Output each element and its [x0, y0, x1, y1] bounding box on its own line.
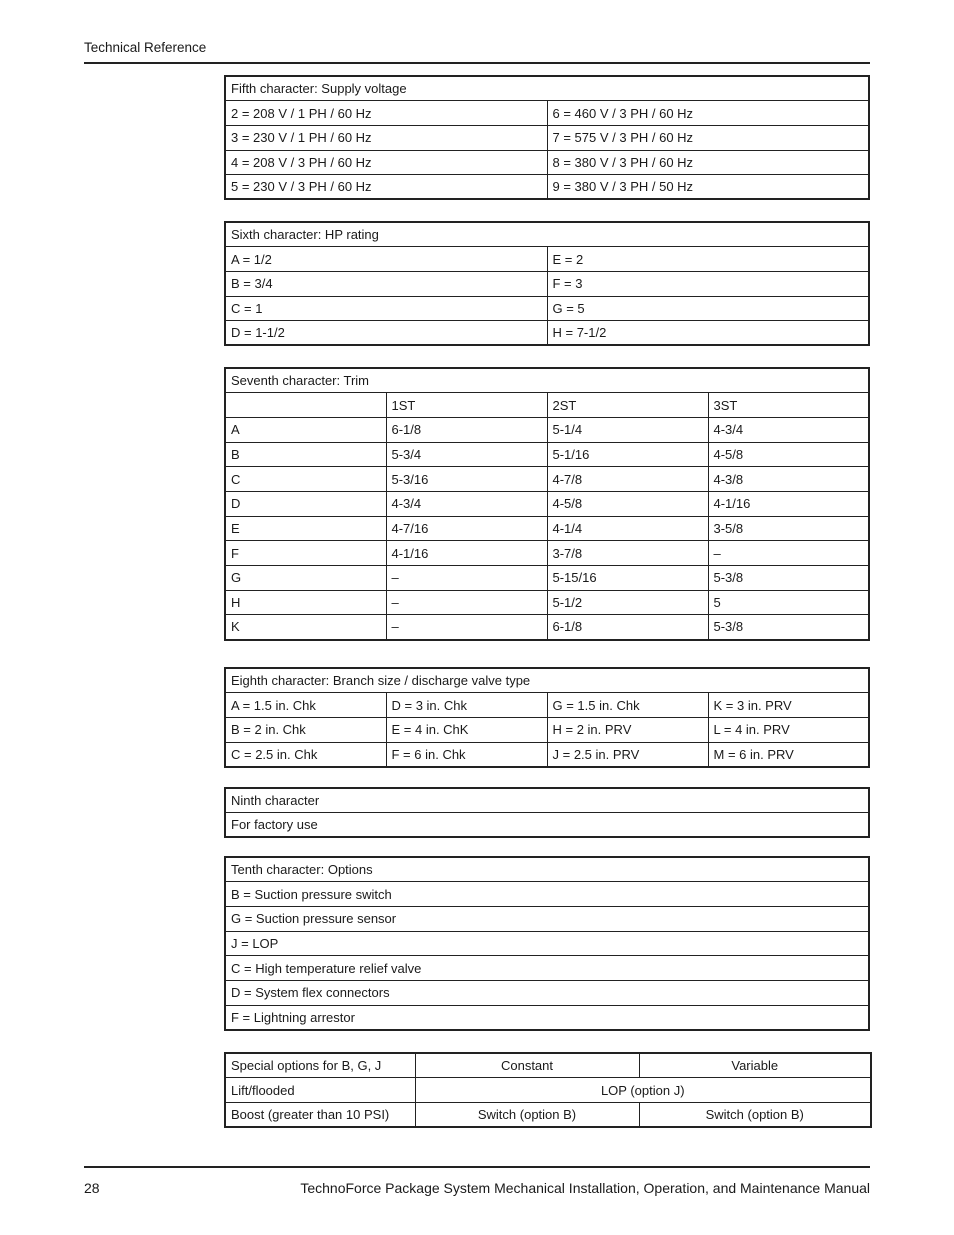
- table-cell: L = 4 in. PRV: [708, 717, 869, 742]
- column-header: 2ST: [547, 393, 708, 418]
- table-cell: K = 3 in. PRV: [708, 693, 869, 718]
- footer-manual-title: TechnoForce Package System Mechanical Installation, Operation, and Maintenance Manual: [300, 1180, 870, 1196]
- table-cell: F = 3: [547, 271, 869, 296]
- table-title: Tenth character: Options: [225, 857, 869, 882]
- table-cell: 3-5/8: [708, 516, 869, 541]
- table-title: Special options for B, G, J: [225, 1053, 415, 1078]
- table-row: [225, 882, 869, 907]
- table-row: [225, 247, 869, 272]
- column-header: 3ST: [708, 393, 869, 418]
- table-cell: Boost (greater than 10 PSI): [225, 1102, 415, 1127]
- table-cell: For factory use: [225, 813, 869, 838]
- table-cell: 4-5/8: [547, 491, 708, 516]
- table-cell: G = 5: [547, 296, 869, 321]
- table-row: [225, 1005, 869, 1030]
- table-row: [225, 175, 869, 200]
- table-cell: 4-1/16: [708, 491, 869, 516]
- table-cell: 5-1/2: [547, 590, 708, 615]
- table-cell: K: [225, 615, 386, 640]
- table-cell: 4-7/8: [547, 467, 708, 492]
- table-cell: D = System flex connectors: [225, 980, 869, 1005]
- page-number: 28: [84, 1180, 100, 1196]
- table-cell: –: [386, 590, 547, 615]
- table-cell: A = 1.5 in. Chk: [225, 693, 386, 718]
- table-row: [225, 417, 869, 442]
- table-cell: 4 = 208 V / 3 PH / 60 Hz: [225, 150, 547, 175]
- sixth-character-table: [224, 221, 870, 346]
- table-cell: 4-3/8: [708, 467, 869, 492]
- table-row: [225, 467, 869, 492]
- table-cell: –: [708, 541, 869, 566]
- table-cell: H = 2 in. PRV: [547, 717, 708, 742]
- special-options-table: [224, 1052, 872, 1128]
- table-cell: H: [225, 590, 386, 615]
- table-cell: H = 7-1/2: [547, 321, 869, 346]
- table-cell: J = 2.5 in. PRV: [547, 742, 708, 767]
- table-cell: F = 6 in. Chk: [386, 742, 547, 767]
- tenth-character-table: [224, 856, 870, 1031]
- table-cell: 6 = 460 V / 3 PH / 60 Hz: [547, 101, 869, 126]
- table-cell: B = Suction pressure switch: [225, 882, 869, 907]
- table-row: [225, 1102, 871, 1127]
- table-cell: 5-3/4: [386, 442, 547, 467]
- table-cell: 3-7/8: [547, 541, 708, 566]
- table-cell: Switch (option B): [415, 1102, 639, 1127]
- table-cell: B = 3/4: [225, 271, 547, 296]
- table-cell: 5-3/8: [708, 615, 869, 640]
- table-cell: 4-3/4: [386, 491, 547, 516]
- table-cell: E: [225, 516, 386, 541]
- table-cell: J = LOP: [225, 931, 869, 956]
- table-cell: F: [225, 541, 386, 566]
- table-row: [225, 813, 869, 838]
- eighth-character-table: [224, 667, 870, 768]
- table-cell: –: [386, 615, 547, 640]
- table-row: [225, 125, 869, 150]
- table-cell: 6-1/8: [386, 417, 547, 442]
- table-title: Seventh character: Trim: [225, 368, 869, 393]
- table-row: [225, 442, 869, 467]
- table-cell: D: [225, 491, 386, 516]
- table-cell: G: [225, 566, 386, 591]
- column-header-constant: Constant: [415, 1053, 639, 1078]
- running-header: Technical Reference: [84, 40, 207, 55]
- table-cell: C: [225, 467, 386, 492]
- table-row: [225, 541, 869, 566]
- table-cell: 4-1/16: [386, 541, 547, 566]
- table-title: Sixth character: HP rating: [225, 222, 869, 247]
- table-cell: F = Lightning arrestor: [225, 1005, 869, 1030]
- table-cell: M = 6 in. PRV: [708, 742, 869, 767]
- table-cell: 5-3/16: [386, 467, 547, 492]
- table-row: [225, 590, 869, 615]
- table-cell: B: [225, 442, 386, 467]
- column-header: [225, 393, 386, 418]
- table-row: [225, 321, 869, 346]
- table-cell: Switch (option B): [639, 1102, 871, 1127]
- table-row: [225, 101, 869, 126]
- table-cell: A = 1/2: [225, 247, 547, 272]
- table-row: [225, 1078, 871, 1103]
- table-row: [225, 717, 869, 742]
- table-cell: A: [225, 417, 386, 442]
- footer-rule: [84, 1166, 870, 1168]
- table-cell: 6-1/8: [547, 615, 708, 640]
- table-cell: –: [386, 566, 547, 591]
- column-header: 1ST: [386, 393, 547, 418]
- table-cell: 4-5/8: [708, 442, 869, 467]
- table-cell: D = 1-1/2: [225, 321, 547, 346]
- table-cell: 5-15/16: [547, 566, 708, 591]
- table-cell: 5: [708, 590, 869, 615]
- table-cell: 9 = 380 V / 3 PH / 50 Hz: [547, 175, 869, 200]
- table-cell: 4-7/16: [386, 516, 547, 541]
- table-cell: 5-3/8: [708, 566, 869, 591]
- table-row: [225, 296, 869, 321]
- table-row: [225, 742, 869, 767]
- table-cell: C = 2.5 in. Chk: [225, 742, 386, 767]
- table-cell: D = 3 in. Chk: [386, 693, 547, 718]
- seventh-character-table: [224, 367, 870, 641]
- table-cell: 2 = 208 V / 1 PH / 60 Hz: [225, 101, 547, 126]
- table-row: [225, 956, 869, 981]
- table-row: [225, 566, 869, 591]
- table-cell: G = 1.5 in. Chk: [547, 693, 708, 718]
- table-cell: B = 2 in. Chk: [225, 717, 386, 742]
- table-title: Ninth character: [225, 788, 869, 813]
- table-cell: G = Suction pressure sensor: [225, 906, 869, 931]
- table-cell: 7 = 575 V / 3 PH / 60 Hz: [547, 125, 869, 150]
- table-row: [225, 271, 869, 296]
- table-cell: E = 2: [547, 247, 869, 272]
- table-cell: 5-1/16: [547, 442, 708, 467]
- table-row: [225, 516, 869, 541]
- header-rule: [84, 62, 870, 64]
- table-cell: 5 = 230 V / 3 PH / 60 Hz: [225, 175, 547, 200]
- table-cell: C = High temperature relief valve: [225, 956, 869, 981]
- table-cell: 5-1/4: [547, 417, 708, 442]
- table-cell: LOP (option J): [415, 1078, 871, 1103]
- table-row: [225, 931, 869, 956]
- table-cell: 4-3/4: [708, 417, 869, 442]
- table-title: Fifth character: Supply voltage: [225, 76, 869, 101]
- ninth-character-table: [224, 787, 870, 838]
- table-cell: Lift/flooded: [225, 1078, 415, 1103]
- column-header-variable: Variable: [639, 1053, 871, 1078]
- fifth-character-table: [224, 75, 870, 200]
- table-header-row: [225, 393, 869, 418]
- table-cell: 4-1/4: [547, 516, 708, 541]
- table-row: [225, 980, 869, 1005]
- table-cell: 8 = 380 V / 3 PH / 60 Hz: [547, 150, 869, 175]
- table-row: [225, 906, 869, 931]
- table-row: [225, 693, 869, 718]
- table-cell: E = 4 in. ChK: [386, 717, 547, 742]
- table-title: Eighth character: Branch size / discharge valve type: [225, 668, 869, 693]
- table-row: [225, 150, 869, 175]
- table-row: [225, 491, 869, 516]
- table-cell: C = 1: [225, 296, 547, 321]
- table-cell: 3 = 230 V / 1 PH / 60 Hz: [225, 125, 547, 150]
- table-row: [225, 615, 869, 640]
